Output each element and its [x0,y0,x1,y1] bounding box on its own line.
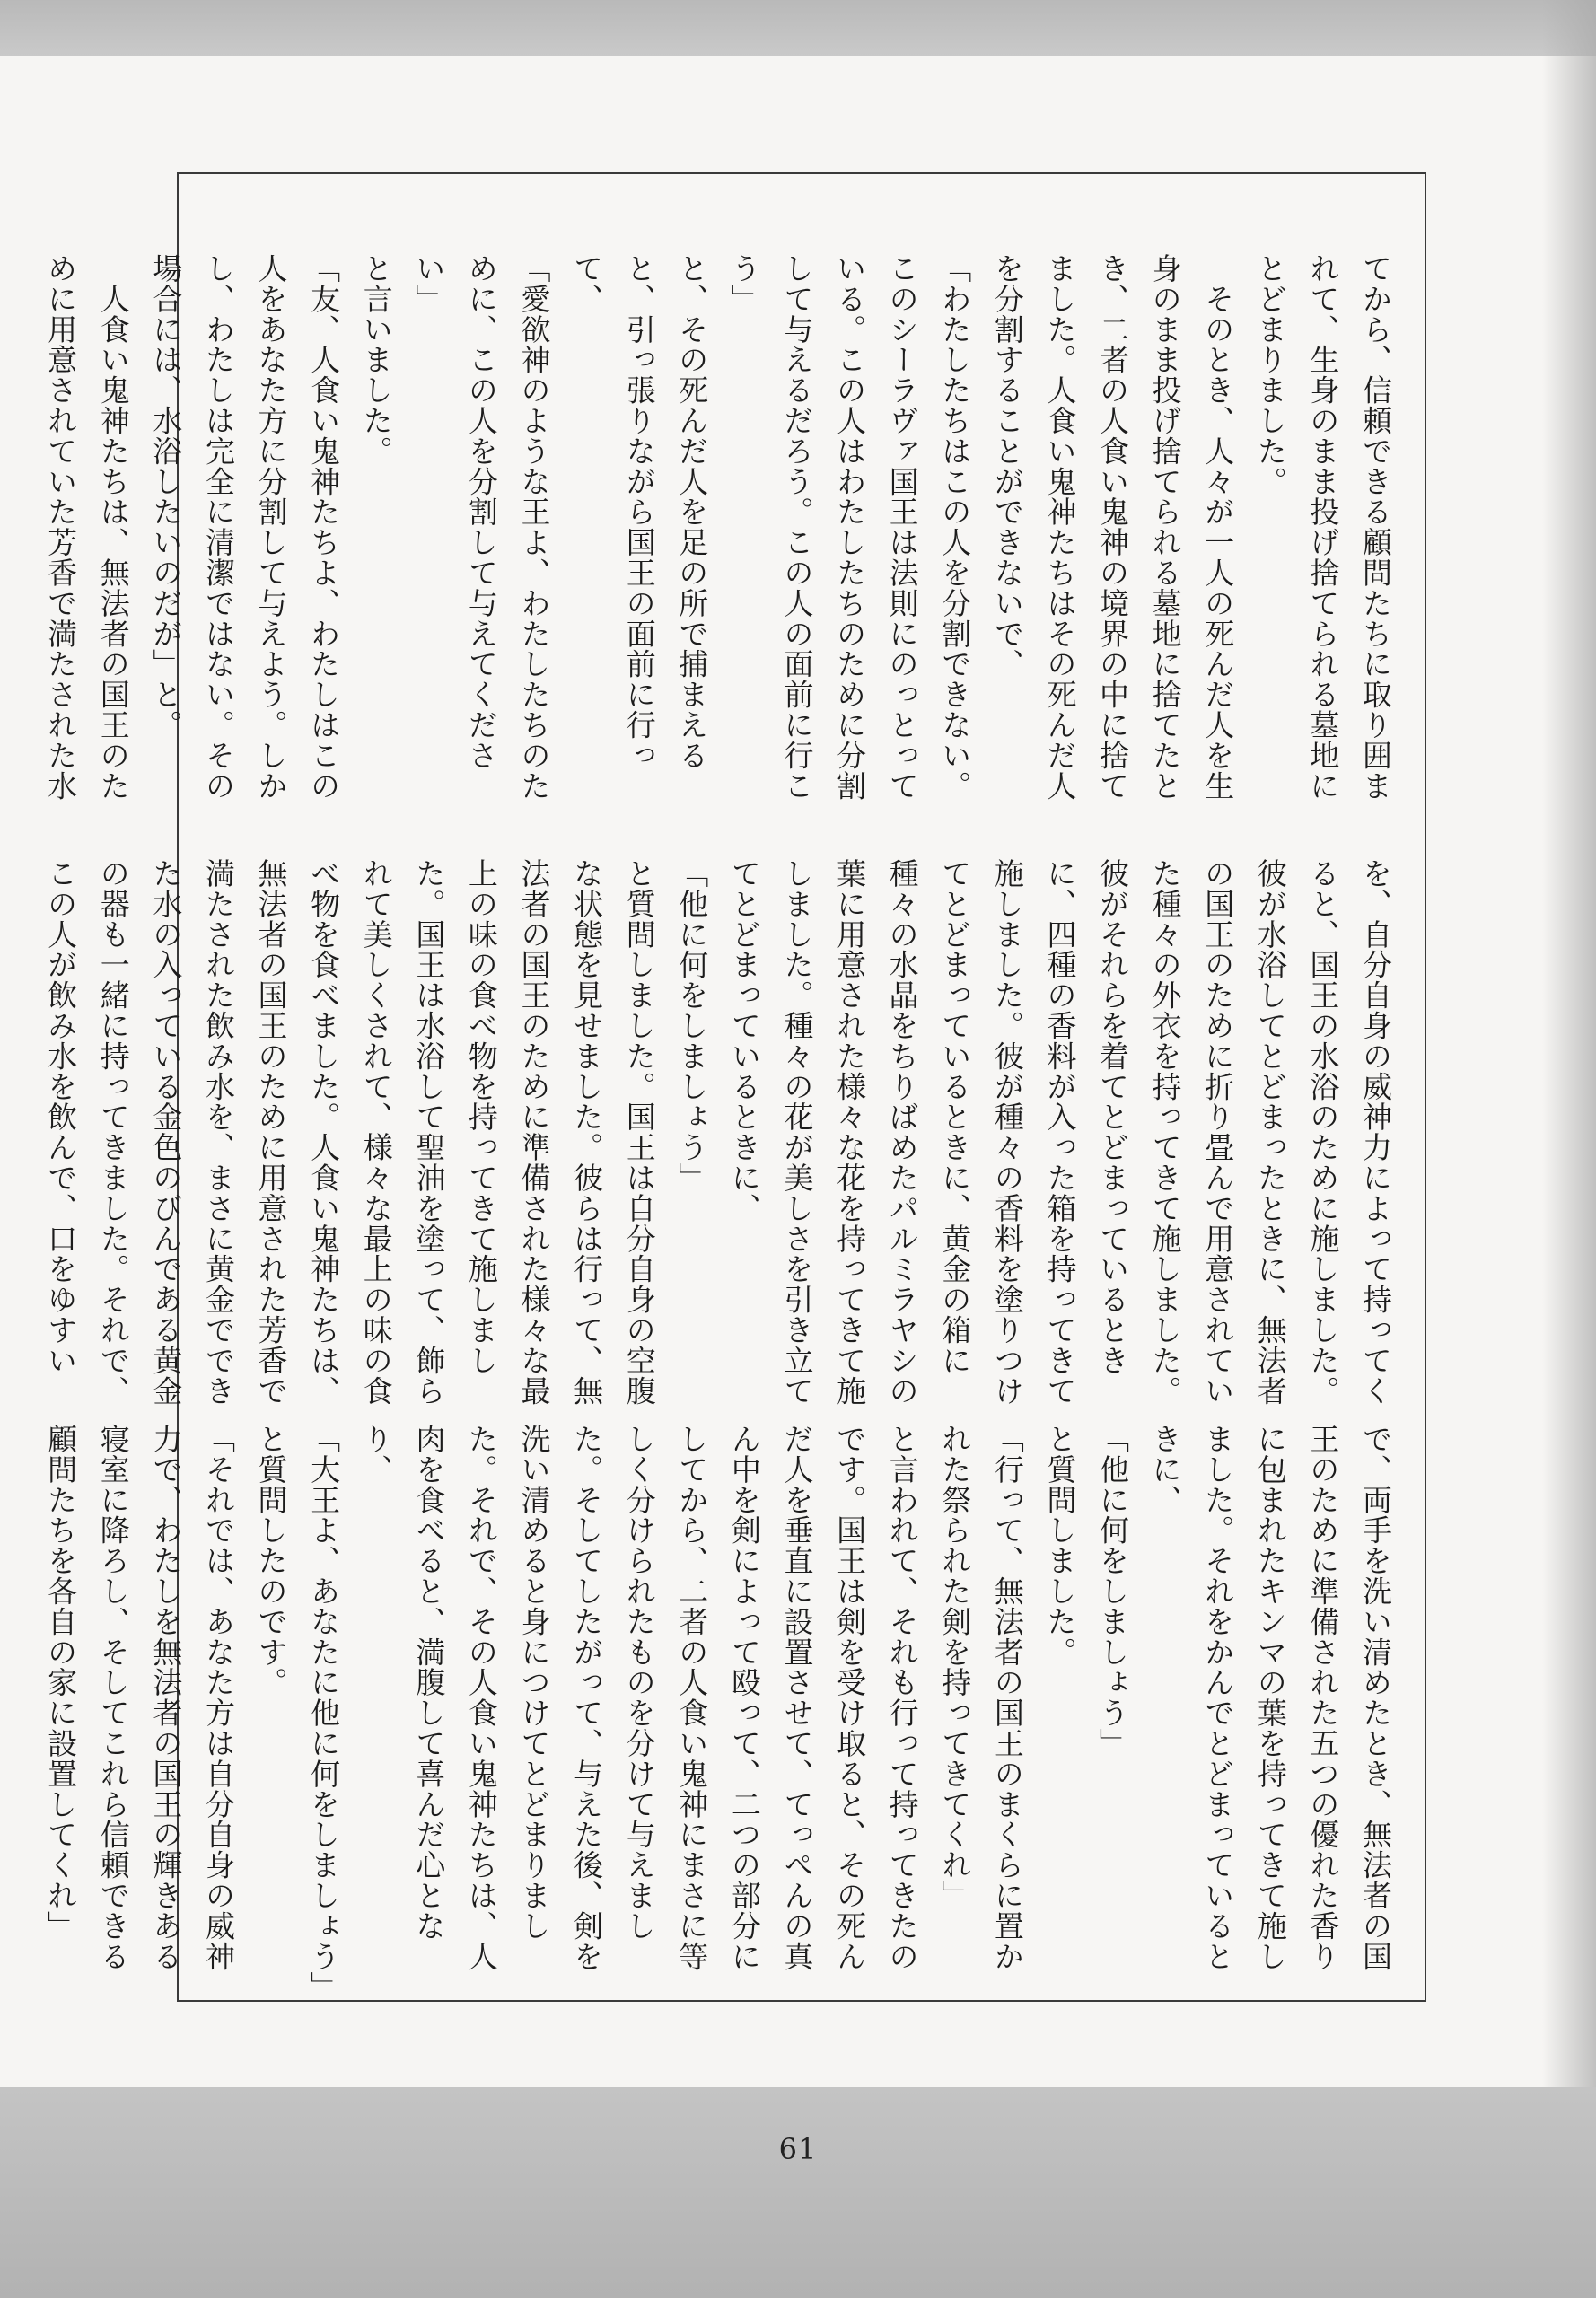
text-line: 「他に何をしましょう」 [674,858,710,1193]
text-block-middle [43,858,1401,1452]
page-number: 61 [778,2132,818,2166]
text-line: 「友、人食い鬼神たちよ、わたしはこの [306,253,342,802]
text-line: 人をあなた方に分割して与えよう。しか [253,253,289,802]
text-line: ると、国王の水浴のために施しました。 [1305,858,1341,1407]
text-line: しました。種々の花が美しさを引き立て [779,858,815,1407]
text-line: してから、二者の人食い鬼神にまさに等 [674,1424,710,1972]
text-line: 「わたしたちはこの人を分割できない。 [937,253,973,802]
text-line: べ物を食べました。人食い鬼神たちは、 [306,858,342,1407]
text-line: で、両手を洗い清めたとき、無法者の国 [1358,1424,1393,1972]
text-line: れて美しくされて、様々な最上の味の食 [358,858,394,1407]
text-line: と、その死んだ人を足の所で捕まえる [674,253,710,771]
text-line: てとどまっているときに、黄金の箱に [937,858,973,1376]
text-line: 洗い清めると身につけてとどまりまし [516,1424,552,1942]
text-line: ました。人食い鬼神たちはその死んだ人 [1042,253,1078,802]
text-line: の器も一緒に持ってきました。それで、 [95,858,131,1407]
text-line: て、 [569,253,605,314]
text-line: 施しました。彼が種々の香料を塗りつけ [989,858,1025,1407]
text-line: 種々の水晶をちりばめたパルミラヤシの [884,858,920,1407]
text-line: てとどまっているときに、 [726,858,762,1224]
page-top-shadow [0,0,1596,56]
text-line: た。そしてしたがって、与えた後、剣を [569,1424,605,1972]
text-line: し、わたしは完全に清潔ではない。その [200,253,236,802]
page-edge-shadow [1542,0,1596,2298]
text-line: り、 [358,1424,394,1485]
text-line: れた祭られた剣を持ってきてくれ」 [937,1424,973,1911]
text-line: れて、生身のまま投げ捨てられる墓地に [1305,253,1341,802]
text-line: と質問しました。 [1042,1424,1078,1668]
text-block-upper [43,253,1401,847]
text-line: 満たされた飲み水を、まさに黄金ででき [200,858,236,1407]
text-line: めに用意されていた芳香で満たされた水 [43,253,79,802]
text-line: 「大王よ、あなたに他に何をしましょう」 [306,1424,342,2003]
text-line: だ人を垂直に設置させて、てっぺんの真 [779,1424,815,1972]
text-line: た。それで、その人食い鬼神たちは、人 [463,1424,499,1972]
text-line: 肉を食べると、満腹して喜んだ心とな [411,1424,447,1942]
text-line: この人が飲み水を飲んで、口をゆすい [43,858,79,1376]
text-line: 王のために準備された五つの優れた香り [1305,1424,1341,1972]
text-line: 無法者の国王のために用意された芳香で [253,858,289,1407]
text-line: に包まれたキンマの葉を持ってきて施し [1252,1424,1288,1972]
text-line: た。国王は水浴して聖油を塗って、飾ら [411,858,447,1407]
text-line: 場合には、水浴したいのだが」と。 [148,253,184,741]
text-line: と言いました。 [358,253,394,467]
text-line: 「他に何をしましょう」 [1095,1424,1131,1759]
text-line: このシーラヴァ国王は法則にのっとって [884,253,920,802]
text-line: を、自分自身の威神力によって持ってく [1358,858,1393,1407]
text-line: と言われて、それも行って持ってきたの [884,1424,920,1972]
text-line: な状態を見せました。彼らは行って、無 [569,858,605,1407]
text-line: と、引っ張りながら国王の面前に行っ [621,253,657,771]
text-line: そのとき、人々が一人の死んだ人を生 [1200,253,1236,802]
page-bottom-band [0,2087,1596,2298]
text-line: 彼がそれらを着てとどまっているとき [1095,858,1131,1376]
text-line: と質問しました。国王は自分自身の空腹 [621,858,657,1407]
text-line: 身のまま投げ捨てられる墓地に捨てたと [1147,253,1183,802]
text-line: 葉に用意された様々な花を持ってきて施 [832,858,868,1407]
text-line: 寝室に降ろし、そしてこれら信頼できる [95,1424,131,1972]
text-line: 人食い鬼神たちは、無法者の国王のた [95,253,131,802]
text-frame [43,172,1426,2003]
text-line: 「愛欲神のような王よ、わたしたちのた [516,253,552,802]
text-line: とどまりました。 [1252,253,1288,497]
text-line: きに、 [1147,1424,1183,1515]
text-line: いる。この人はわたしたちのために分割 [832,253,868,802]
text-line: 力で、わたしを無法者の国王の輝きある [148,1424,184,1972]
text-line: して与えるだろう。この人の面前に行こ [779,253,815,802]
text-line: しく分けられたものを分けて与えまし [621,1424,657,1942]
text-line: 彼が水浴してとどまったときに、無法者 [1252,858,1288,1407]
text-block-lower [43,1424,1401,2018]
text-line: た種々の外衣を持ってきて施しました。 [1147,858,1183,1407]
text-line: と質問したのです。 [253,1424,289,1698]
text-line: に、四種の香料が入った箱を持ってきて [1042,858,1078,1407]
text-line: 「それでは、あなた方は自分自身の威神 [200,1424,236,1972]
text-line: です。国王は剣を受け取ると、その死ん [832,1424,868,1972]
text-line: ました。それをかんでとどまっていると [1200,1424,1236,1972]
text-line: き、二者の人食い鬼神の境界の中に捨て [1095,253,1131,802]
text-line: 法者の国王のために準備された様々な最 [516,858,552,1407]
text-line: てから、信頼できる顧問たちに取り囲ま [1358,253,1393,802]
text-line: い」 [411,253,447,314]
text-line: 「行って、無法者の国王のまくらに置か [989,1424,1025,1972]
text-line: た水の入っている金色のびんである黄金 [148,858,184,1407]
text-line: めに、この人を分割して与えてくださ [463,253,499,771]
text-line: を分割することができないで、 [989,253,1025,680]
text-line: の国王のために折り畳んで用意されてい [1200,858,1236,1407]
text-line: う」 [726,253,762,314]
text-line: 上の味の食べ物を持ってきて施しまし [463,858,499,1376]
text-line: ん中を剣によって殴って、二つの部分に [726,1424,762,1972]
text-line: 顧問たちを各自の家に設置してくれ」 [43,1424,79,1942]
